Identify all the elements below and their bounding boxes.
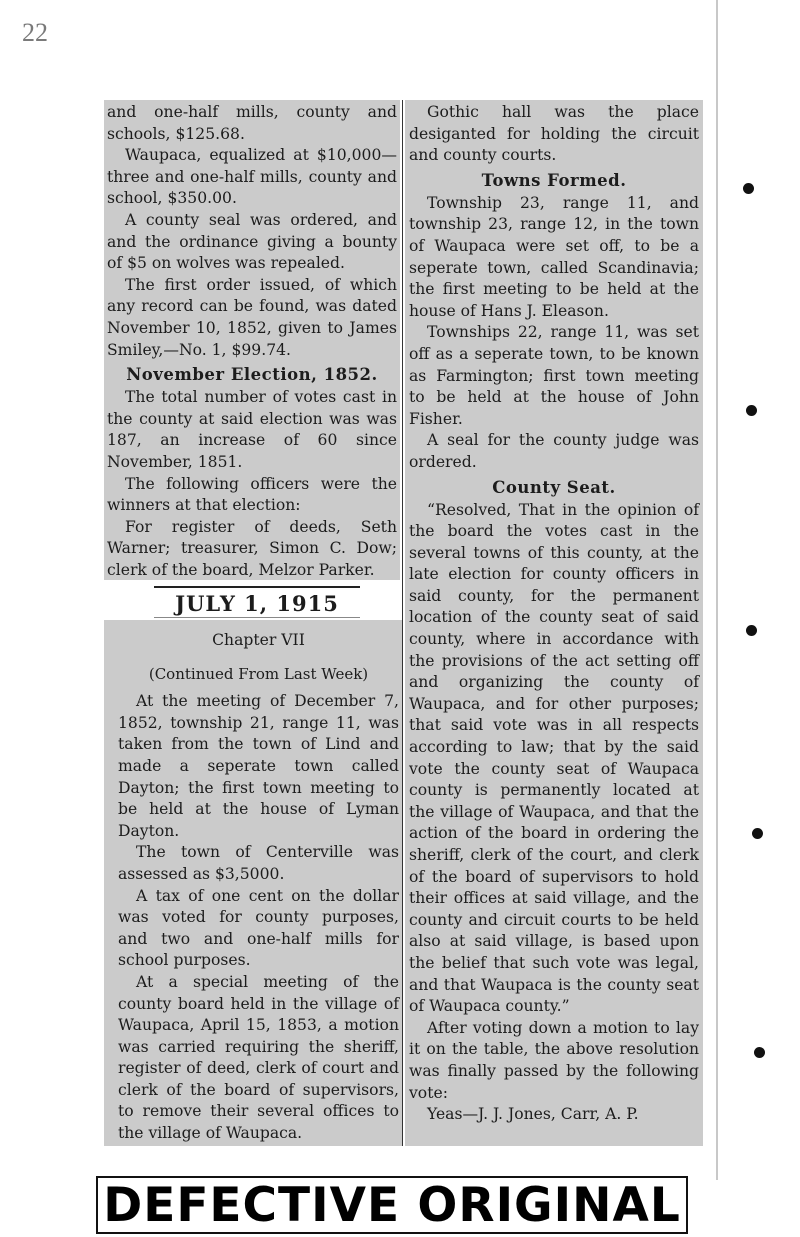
defective-original-stamp: DEFECTIVE ORIGINAL bbox=[96, 1176, 688, 1234]
column-divider bbox=[402, 100, 403, 1146]
binding-hole-mark bbox=[754, 1047, 765, 1058]
binding-hole-mark bbox=[752, 828, 763, 839]
section-heading: Towns Formed. bbox=[481, 170, 627, 190]
clipping-col1-top bbox=[104, 100, 400, 580]
section-heading: November Election, 1852. bbox=[126, 365, 378, 385]
page-edge-rule bbox=[716, 0, 718, 1180]
paragraph: The first order issued, of which any record can be found, was dated November 10, 1852, given to James Smiley,—No. 1, $99.74. bbox=[107, 275, 397, 359]
paragraph: For register of deeds, Seth Warner; treasurer, Simon C. Dow; clerk of the board, Melzor Parker. bbox=[107, 517, 397, 579]
paragraph: The total number of votes cast in the county at said election was was 187, an increase of 60 since November, 1851. bbox=[107, 388, 397, 471]
binding-hole-mark bbox=[746, 625, 757, 636]
paragraph: At a special meeting of the county board held in the village of Waupaca, April 15, 1853, a motion was carried requiring the sheriff, register of deed, clerk of court and clerk of the board of supervisors, to remove their several offices to the village of Waupaca. bbox=[118, 972, 399, 1143]
paragraph: A seal for the county judge was ordered. bbox=[409, 431, 699, 471]
chapter-title: Chapter VII bbox=[212, 631, 305, 649]
paragraph: and one-half mills, county and schools, $125.68. bbox=[107, 103, 397, 143]
paragraph: Yeas—J. J. Jones, Carr, A. P. bbox=[427, 1105, 639, 1124]
continued-note: (Continued From Last Week) bbox=[148, 664, 369, 683]
paragraph: The following officers were the winners at that election: bbox=[107, 474, 397, 515]
paragraph: Gothic hall was the place desiganted for holding the circuit and county courts. bbox=[409, 103, 699, 165]
page-number: 22 bbox=[22, 18, 48, 47]
paragraph: Waupaca, equalized at $10,000—three and one-half mills, county and school, $350.00. bbox=[107, 146, 397, 208]
paragraph: At the meeting of December 7, 1852, township 21, range 11, was taken from the town of Lind and made a seperate town called Dayton; the first town meeting to be held at the house of Lyman Dayton. bbox=[118, 692, 399, 840]
date-banner: JULY 1, 1915 bbox=[154, 586, 360, 618]
paragraph: A tax of one cent on the dollar was voted for county purposes, and two and one-half mills for school purposes. bbox=[118, 886, 399, 970]
binding-hole-mark bbox=[743, 183, 754, 194]
clipping-col1-bottom bbox=[104, 620, 402, 1146]
section-heading: County Seat. bbox=[492, 477, 616, 497]
paragraph: A county seal was ordered, and and the ordinance giving a bounty of $5 on wolves was repealed. bbox=[107, 210, 397, 273]
clipping-col2 bbox=[405, 100, 703, 1146]
paragraph: Township 23, range 11, and township 23, range 12, in the town of Waupaca were set off, to be a seperate town, called Scandinavia; the first meeting to be held at the house of Hans J. Eleason. bbox=[409, 193, 699, 320]
paragraph: “Resolved, That in the opinion of the board the votes cast in the several towns of this county, at the late election for county officers in said county, for the permanent location of the county seat of said county, where in accordance with the provisions of the act setting off and organizing the county of Waupaca, and for other purposes; that said vote was in all respects according to law; that by the said vote the county seat of Waupaca county is permanently located at the village of Waupaca, and that the action of the board in ordering the sheriff, clerk of the court, and clerk of the board of supervisors to hold their offices at said village, and the county and circuit courts to be held also at said village, is based upon the belief that such vote was legal, and that Waupaca is the county seat of Waupaca county.” bbox=[409, 500, 699, 1016]
paragraph: After voting down a motion to lay it on the table, the above resolution was finally passed by the following vote: bbox=[409, 1018, 699, 1102]
binding-hole-mark bbox=[746, 405, 757, 416]
paragraph: Townships 22, range 11, was set off as a seperate town, to be known as Farmington; first town meeting to be held at the house of John Fisher. bbox=[409, 323, 699, 428]
paragraph: The town of Centerville was assessed as $3,5000. bbox=[118, 843, 399, 883]
